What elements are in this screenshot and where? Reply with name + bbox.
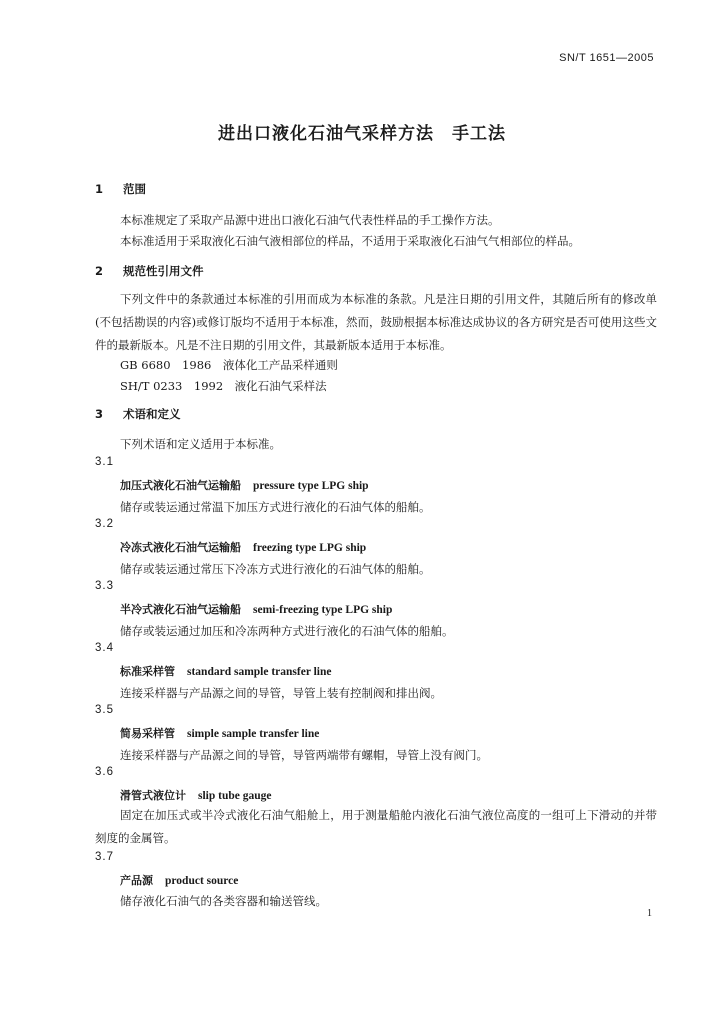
term-chinese: 加压式液化石油气运输船: [120, 479, 241, 492]
term-english: standard sample transfer line: [187, 666, 332, 678]
section-3-heading: [95, 406, 181, 422]
term-number: 3.5: [95, 704, 114, 716]
term-definition: 连接采样器与产品源之间的导管，导管两端带有螺帽，导管上没有阀门。: [120, 748, 488, 762]
term-definition: 储存或装运通过常压下冷冻方式进行液化的石油气体的船舶。: [120, 562, 431, 576]
term-number: 3.3: [95, 580, 114, 592]
term-definition: 连接采样器与产品源之间的导管，导管上装有控制阀和排出阀。: [120, 686, 442, 700]
term-english: freezing type LPG ship: [253, 542, 367, 554]
term-definition: 储存或装运通过加压和冷冻两种方式进行液化的石油气体的船舶。: [120, 624, 454, 638]
term-english: product source: [165, 875, 239, 887]
term-heading: [120, 601, 392, 617]
term-chinese: 标准采样管: [120, 665, 175, 678]
section-1-heading: [95, 181, 146, 197]
section-3-intro: 下列术语和定义适用于本标准。: [120, 437, 281, 451]
term-number: 3.6: [95, 766, 114, 778]
term-heading: [120, 872, 238, 888]
term-english: semi-freezing type LPG ship: [253, 604, 393, 616]
section-2-heading: [95, 263, 204, 279]
term-number: 3.2: [95, 518, 114, 530]
term-english: slip tube gauge: [198, 790, 272, 802]
term-heading: [120, 663, 332, 679]
term-heading: [120, 539, 366, 555]
document-title: 进出口液化石油气采样方法 手工法: [218, 124, 506, 144]
term-number: 3.7: [95, 851, 114, 863]
term-chinese: 冷冻式液化石油气运输船: [120, 541, 241, 554]
term-english: pressure type LPG ship: [253, 480, 369, 492]
section-number: 3: [95, 407, 104, 421]
section-1-paragraph-2: 本标准适用于采取液化石油气液相部位的样品，不适用于采取液化石油气气相部位的样品。: [120, 234, 580, 248]
section-2-paragraph: 下列文件中的条款通过本标准的引用而成为本标准的条款。凡是注日期的引用文件，其随后所有的修改单(不包括勘误的内容)或修订版均不适用于本标准，然而，鼓励根据本标准达成协议的各方研究是否可使用这些文件的最新版本。凡是不注日期的引用文件，其最新版本适用于本标准。: [95, 292, 657, 352]
term-chinese: 简易采样管: [120, 727, 175, 740]
term-definition: 储存或装运通过常温下加压方式进行液化的石油气体的船舶。: [120, 500, 431, 514]
section-number: 2: [95, 264, 104, 278]
section-1-paragraph-1: 本标准规定了采取产品源中进出口液化石油气代表性样品的手工操作方法。: [120, 213, 500, 227]
term-number: 3.1: [95, 456, 114, 468]
term-definition: 固定在加压式或半冷式液化石油气船舱上，用于测量船舱内液化石油气液位高度的一组可上下滑动的并带刻度的金属管。: [95, 808, 657, 845]
page-number: 1: [647, 908, 652, 919]
reference-item: SH/T 0233 1992 液化石油气采样法: [120, 379, 327, 393]
section-number: 1: [95, 182, 104, 196]
term-chinese: 半冷式液化石油气运输船: [120, 603, 241, 616]
section-title: 范围: [123, 182, 146, 196]
reference-item: GB 6680 1986 液体化工产品采样通则: [120, 358, 338, 372]
section-title: 术语和定义: [123, 407, 181, 421]
term-number: 3.4: [95, 642, 114, 654]
term-english: simple sample transfer line: [187, 728, 320, 740]
term-chinese: 产品源: [120, 874, 153, 887]
term-heading: [120, 477, 369, 493]
section-title: 规范性引用文件: [123, 264, 204, 278]
term-heading: [120, 725, 319, 741]
term-heading: [120, 787, 272, 803]
term-chinese: 滑管式液位计: [120, 789, 186, 802]
term-definition: 储存液化石油气的各类容器和输送管线。: [120, 894, 327, 908]
standard-number: SN/T 1651—2005: [559, 52, 654, 64]
